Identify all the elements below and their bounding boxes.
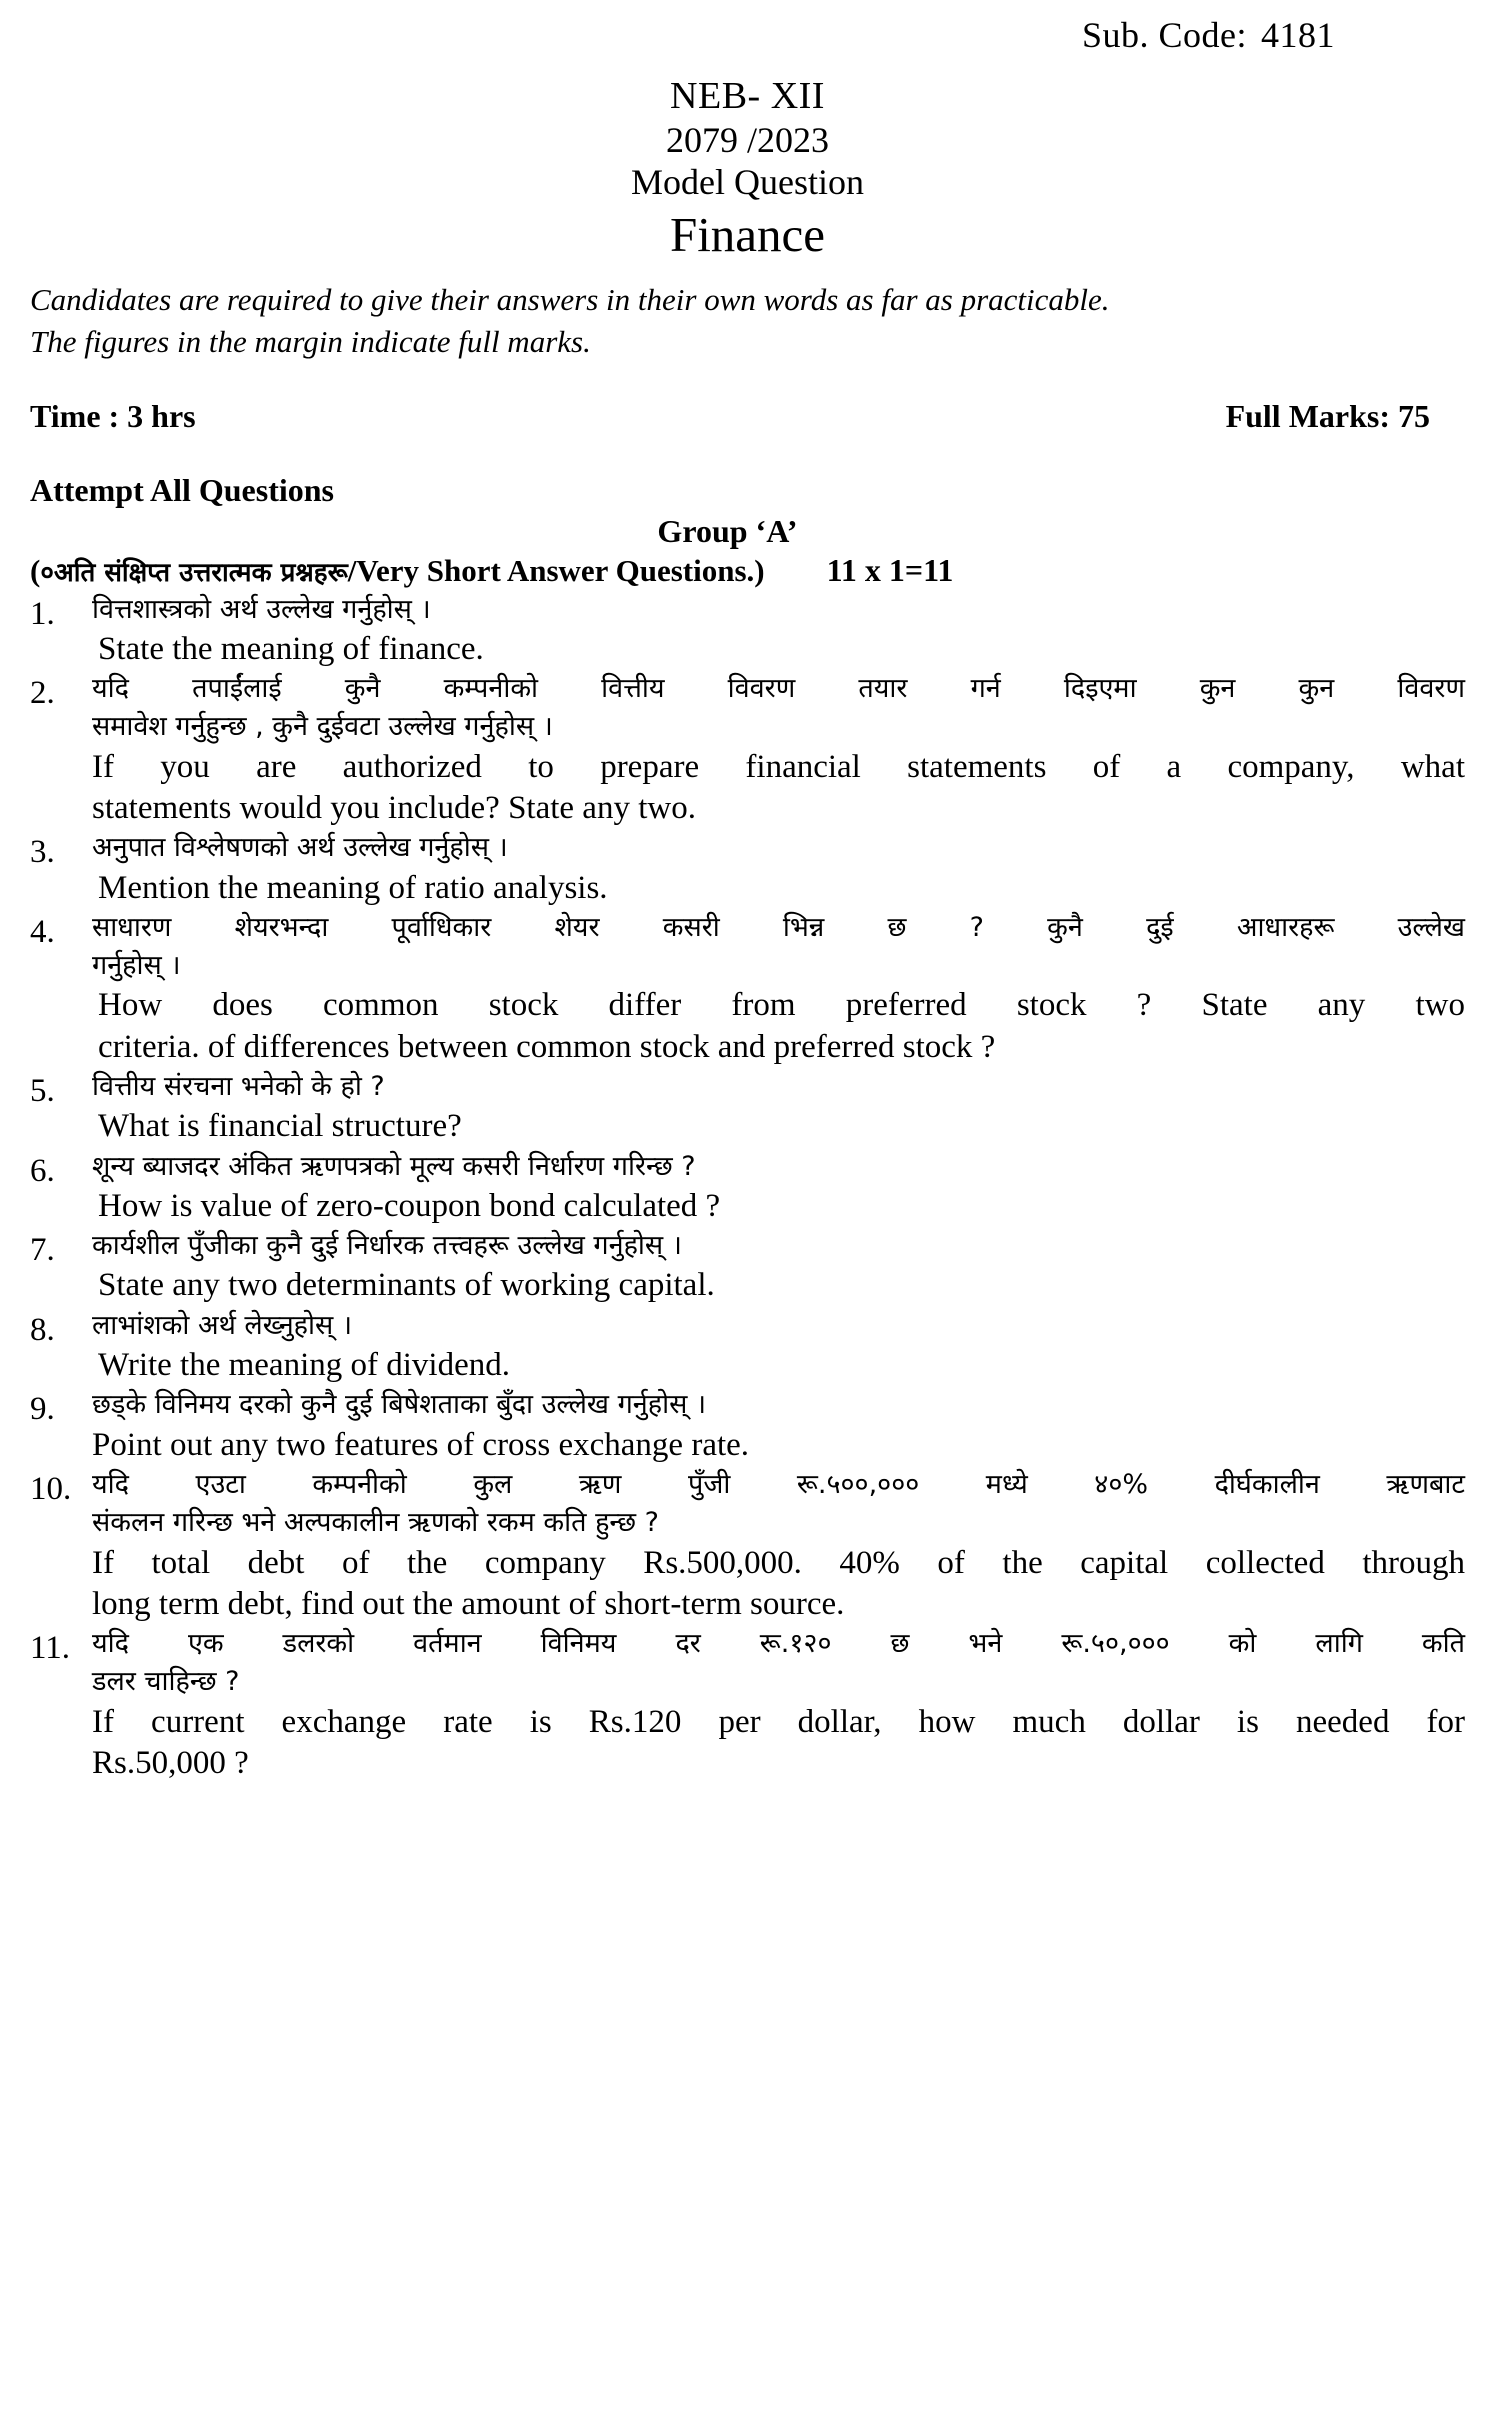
question-text-nepali: समावेश गर्नुहुन्छ , कुनै दुईवटा उल्लेख गर्नुहोस् । [92, 711, 553, 743]
question-text-nepali: छड्के विनिमय दरको कुनै दुई बिषेशताका बुँदा उल्लेख गर्नुहोस् । [92, 1389, 707, 1421]
question-text-english: If total debt of the company Rs.500,000. 40% of the capital collected through [92, 1544, 1465, 1581]
question-text-nepali: शून्य ब्याजदर अंकित ऋणपत्रको मूल्य कसरी निर्धारण गरिन्छ ? [92, 1150, 696, 1182]
question-list [30, 591, 1465, 1785]
question-text-english: How is value of zero-coupon bond calculated ? [98, 1187, 721, 1224]
question-text-english: If current exchange rate is Rs.120 per dollar, how much dollar is needed for [92, 1703, 1465, 1740]
question-text-english: Write the meaning of dividend. [98, 1347, 510, 1384]
question-text-english: Rs.50,000 ? [92, 1744, 249, 1781]
question-text-nepali: संकलन गरिन्छ भने अल्पकालीन ऋणको रकम कति हुन्छ ? [92, 1507, 659, 1539]
question-text-nepali: वित्तीय संरचना भनेको के हो ? [92, 1070, 385, 1102]
subject-code-row [30, 0, 1465, 56]
question-text-english: criteria. of differences between common stock and preferred stock ? [98, 1028, 996, 1065]
question-item [30, 1148, 1465, 1228]
question-body [92, 1625, 1465, 1784]
attempt-instruction: Attempt All Questions [30, 471, 334, 508]
question-text-nepali: कार्यशील पुँजीका कुनै दुई निर्धारक तत्त्वहरू उल्लेख गर्नुहोस् । [92, 1230, 682, 1262]
question-number: 8. [30, 1311, 55, 1348]
instructions-block [30, 279, 1465, 364]
question-number: 7. [30, 1232, 55, 1269]
question-text-english: long term debt, find out the amount of short-term source. [92, 1585, 845, 1622]
question-body [92, 591, 1465, 671]
subject-code-value: 4181 [1261, 15, 1335, 55]
exam-time: Time : 3 hrs [30, 397, 196, 434]
question-text-english: State the meaning of finance. [98, 630, 484, 667]
question-number: 4. [30, 913, 55, 950]
group-description-nepali: ०अति संक्षिप्त उत्तरात्मक प्रश्नहरू [40, 557, 348, 588]
question-text-nepali: साधारण शेयरभन्दा पूर्वाधिकार शेयर कसरी भिन्न छ ? कुनै दुई आधारहरू उल्लेख [92, 911, 1465, 943]
question-number: 10. [30, 1470, 72, 1507]
question-body [92, 1148, 1465, 1228]
question-text-nepali: वित्तशास्त्रको अर्थ उल्लेख गर्नुहोस् । [92, 593, 431, 625]
question-item [30, 1068, 1465, 1148]
question-text-english: statements would you include? State any two. [92, 789, 696, 826]
question-item [30, 829, 1465, 909]
question-item [30, 1227, 1465, 1307]
question-body [92, 1466, 1465, 1625]
paper-type: Model Question [631, 162, 864, 203]
question-number: 3. [30, 834, 55, 871]
question-item [30, 591, 1465, 671]
subject-code-label: Sub. Code: [1081, 15, 1247, 55]
group-title: Group ‘A’ [657, 512, 798, 549]
question-text-english: Mention the meaning of ratio analysis. [98, 869, 608, 906]
question-body [92, 1307, 1465, 1387]
question-text-english: State any two determinants of working capital. [98, 1267, 715, 1304]
question-number: 6. [30, 1152, 55, 1189]
question-text-english: If you are authorized to prepare financial statements of a company, what [92, 748, 1465, 785]
title-block [30, 74, 1465, 265]
question-text-nepali: गर्नुहोस् । [92, 950, 181, 982]
question-item [30, 1386, 1465, 1466]
question-text-english: How does common stock differ from preferred stock ? State any two [98, 987, 1465, 1024]
question-number: 2. [30, 675, 55, 712]
question-number: 9. [30, 1391, 55, 1428]
question-text-nepali: यदि एक डलरको वर्तमान विनिमय दर रू.१२० छ भने रू.५०,००० को लागि कति [92, 1628, 1465, 1660]
board-name: NEB- XII [670, 75, 825, 117]
exam-full-marks: Full Marks: 75 [1225, 397, 1430, 434]
question-body [92, 909, 1465, 1068]
question-body [92, 1386, 1465, 1466]
question-item [30, 909, 1465, 1068]
question-item [30, 670, 1465, 829]
question-text-nepali: डलर चाहिन्छ ? [92, 1666, 240, 1698]
question-number: 11. [30, 1630, 71, 1667]
question-text-nepali: अनुपात विश्लेषणको अर्थ उल्लेख गर्नुहोस् । [92, 832, 508, 864]
question-item [30, 1307, 1465, 1387]
question-body [92, 1068, 1465, 1148]
question-number: 5. [30, 1072, 55, 1109]
instruction-line-2: The figures in the margin indicate full marks. [30, 324, 591, 360]
subject-title: Finance [669, 206, 826, 262]
instruction-line-1: Candidates are required to give their answers in their own words as far as practicable. [30, 281, 1110, 317]
group-description-english: /Very Short Answer Questions.) [347, 552, 765, 588]
question-number: 1. [30, 595, 55, 632]
question-body [92, 670, 1465, 829]
question-text-nepali: यदि तपाईंलाई कुनै कम्पनीको वित्तीय विवरण तयार गर्न दिइएमा कुन कुन विवरण [92, 673, 1465, 705]
exam-meta-row [30, 398, 1465, 435]
question-item [30, 1466, 1465, 1625]
group-description: (०अति संक्षिप्त उत्तरात्मक प्रश्नहरू/Very Short Answer Questions.) [30, 552, 765, 588]
question-text-nepali: लाभांशको अर्थ लेख्नुहोस् । [92, 1309, 353, 1341]
question-text-nepali: यदि एउटा कम्पनीको कुल ऋण पुँजी रू.५००,००० मध्ये ४०% दीर्घकालीन ऋणबाट [92, 1468, 1465, 1500]
group-marks: 11 x 1=11 [826, 551, 954, 588]
exam-year: 2079 /2023 [665, 119, 829, 160]
question-body [92, 1227, 1465, 1307]
question-text-english: What is financial structure? [98, 1108, 462, 1145]
question-text-english: Point out any two features of cross exchange rate. [92, 1426, 750, 1463]
group-description-row [30, 552, 1465, 589]
question-item [30, 1625, 1465, 1784]
question-body [92, 829, 1465, 909]
